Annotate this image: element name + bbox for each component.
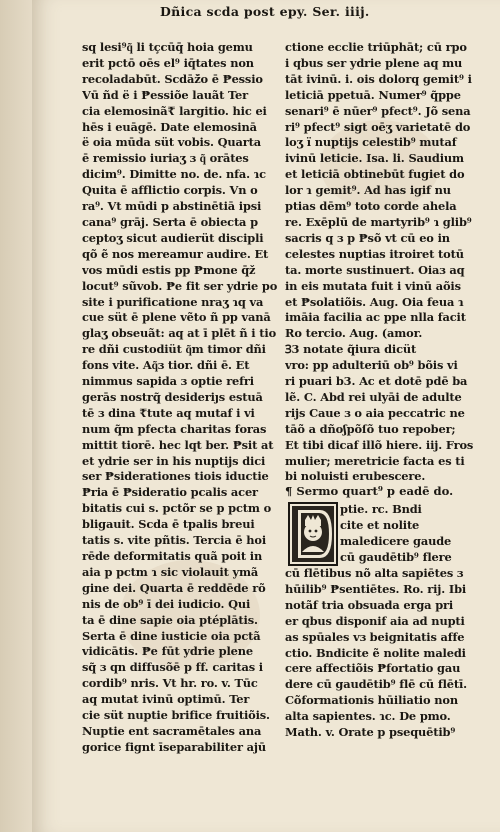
text-line: i qbus ser ydrie plene aq mu xyxy=(285,55,463,70)
text-line: as spūales vɜ beignitatis affe xyxy=(285,629,465,644)
text-line: ptias dēm⁹ toto corde ahela xyxy=(285,199,457,214)
text-line: mulier; meretricie facta es ti xyxy=(285,453,465,468)
sermon-heading: ¶ Sermo quart⁹ p eadē do. xyxy=(285,484,454,498)
text-line: cite et nolite xyxy=(340,517,420,532)
text-line: qõ ẽ nos mereamur audire. Et xyxy=(82,246,269,261)
text-line: hēs i euāgē. Date elemosinā xyxy=(82,119,257,134)
text-line: maledicere gaude xyxy=(340,533,452,548)
text-line: et leticiā obtinebūt fugiet do xyxy=(285,167,465,182)
text-line: Cõformationis hūiliatio non xyxy=(285,693,458,708)
text-line: num q̃m pfecta charitas foras xyxy=(82,421,267,436)
binding-gutter xyxy=(0,0,34,832)
text-line: ivinū leticie. Isa. li. Saudium xyxy=(285,151,464,166)
text-line: cū gaudētib⁹ flere xyxy=(340,549,452,564)
text-line: nimmus sapida ɜ optie refri xyxy=(82,374,254,389)
text-line: aia p pctm ɿ sic violauit ymã xyxy=(82,564,259,579)
text-line: tē ɜ dina ₹tute aq mutaf i vi xyxy=(82,405,255,420)
text-line: ta. morte sustinuert. Oiaɜ aq xyxy=(285,262,465,277)
text-line: recoladabūt. Scdāž̄o ē ₱essio xyxy=(82,71,263,86)
text-line: dicim⁹. Dimitte no. de. nfa. ɿc xyxy=(82,167,266,182)
text-line: sq̃ ɜ qn diffusõē p ff. caritas i xyxy=(82,660,263,675)
text-line: glaʒ obseuãt: aq at ī plēt ñ i tio xyxy=(82,326,277,341)
text-line: cordib⁹ nris. Vt hr. ro. v. Tūc xyxy=(82,676,258,691)
text-line: re. Exēplū de martyrib⁹ ɿ glib⁹ xyxy=(285,214,472,229)
text-line: loʒ ï nuptijs celestib⁹ mutaf xyxy=(285,135,457,150)
text-line: ctio. Bndicite ẽ nolite maledi xyxy=(285,645,466,660)
text-line: imāia facilia ac ppe nlla facit xyxy=(285,310,466,325)
text-line: vos mūdi estis pp ₱mone q̄ž xyxy=(82,262,256,277)
text-line: rijs Caue ɜ o aia peccatric ne xyxy=(285,405,465,420)
text-line: leticiā ppetuā. Numer⁹ q̃ppe xyxy=(285,87,461,102)
text-line: cia elemosinã₹ largitio. hic ei xyxy=(82,103,267,118)
text-line: ri⁹ pfect⁹ sigt oēʒ varietatē do xyxy=(285,119,471,134)
text-line: gine dei. Quarta ē reddēde rõ xyxy=(82,580,266,595)
text-line: cere affectiõis ₱fortatio gau xyxy=(285,661,461,676)
text-line: tatis s. vite pñtis. Tercia ē hoi xyxy=(82,533,267,548)
text-line: fons vite. Aq͂ɜ tior. dñi ē. Et xyxy=(82,358,250,373)
text-line: aq mutat ivinū optimū. Ter xyxy=(82,692,250,707)
text-line: re dñi custodiüt q͂m timor dñi xyxy=(82,342,266,357)
text-line: gorice fignt īseparabiliter ajū xyxy=(82,739,267,754)
running-header: Dñica scda post epy. Ser. iiij. xyxy=(160,4,370,19)
text-line: cie süt nuptie brifice fruitiõis. xyxy=(82,708,270,723)
text-line: bitatis cui s. pctõr se p pctm o xyxy=(82,501,272,516)
text-line: ₱ria ē ₱sideratio pcalis acer xyxy=(82,485,258,500)
text-line: senari⁹ ē nūer⁹ pfect⁹. Jõ sena xyxy=(285,103,471,118)
text-line: lẽ. C. Abd rei ulyāi de adulte xyxy=(285,389,462,404)
text-line: erit pctō oēs el⁹ iq̄tates non xyxy=(82,55,254,70)
text-line: ē remissio iuriaʒ ɜ q͂ orātes xyxy=(82,151,249,166)
text-line: bligauit. Scda ē tpalis breui xyxy=(82,517,255,532)
text-line: Ro tercio. Aug. (amor. xyxy=(285,326,423,341)
text-line: vidicātis. ₱e fūt ydrie plene xyxy=(82,644,253,659)
text-line: cū flētibus nõ alta sapiētes ɜ xyxy=(285,566,464,580)
text-line: rēde deformitatis quã poit in xyxy=(82,549,263,563)
text-line: tāõ a dñoʃpõſõ tuo repober; xyxy=(285,421,456,436)
right-text-column-top xyxy=(285,40,475,485)
text-line: gerās nostrq̃ desideriȷs estuā xyxy=(82,389,263,404)
text-line: sq lesi⁹q͂ li tçcūq̄ hoia gemu xyxy=(82,40,253,54)
right-text-beside-initial xyxy=(340,502,480,566)
text-line: vro: pp adulteriū ob⁹ bõis vi xyxy=(285,358,458,373)
text-line: locut⁹ sũvob. ₱e fit ser ydrie po xyxy=(82,278,277,293)
text-line: lor ɿ gemit⁹. Ad has igif nu xyxy=(285,183,451,198)
text-line: Quita ē afflictio corpis. Vn o xyxy=(82,183,258,198)
text-line: cana⁹ grāj. Serta ē obiecta p xyxy=(82,214,258,229)
text-line: tāt ivinū. i. ois dolorq gemit⁹ i xyxy=(285,71,472,86)
right-text-column-bottom xyxy=(285,566,475,741)
text-line: notãf tria obsuada erga pri xyxy=(285,597,454,612)
left-text-column xyxy=(82,40,277,756)
text-line: in eis mutata fuit i vinū aõis xyxy=(285,278,461,293)
text-line: ra⁹. Vt mūdi p abstinētiā ipsi xyxy=(82,199,262,214)
text-line: ptie. rc. Bndi xyxy=(340,502,422,516)
text-line: site i purificatione nraʒ ɿq va xyxy=(82,294,264,309)
text-line: celestes nuptias itroiret totū xyxy=(285,246,464,261)
text-line: Vū ñd ë i ₱essiõe lauãt Ter xyxy=(82,87,248,102)
initial-portrait-icon xyxy=(290,504,336,564)
text-line: alta sapientes. ɿc. De pmo. xyxy=(285,709,451,724)
decorated-initial-d xyxy=(288,502,338,566)
text-line: nis de ob⁹ ī dei iudicio. Qui xyxy=(82,596,251,611)
text-line: ë oia mūda süt vobis. Quarta xyxy=(82,135,261,150)
text-line: ri puari b3. Ac et dotē pdē ba xyxy=(285,374,468,389)
text-line: Nuptie ent sacramētales ana xyxy=(82,723,262,738)
text-line: sacris q ɜ p ₱sõ vt cū eo in xyxy=(285,230,450,245)
text-line: ta ē dine sapie oia ptéplātis. xyxy=(82,612,258,627)
text-line: Math. v. Orate p psequētib⁹ xyxy=(285,725,456,740)
text-line: bi noluisti erubescere. xyxy=(285,469,426,484)
text-line: Et tibi dicaf illõ hiere. iij. Fros xyxy=(285,437,474,452)
text-line: ctione ecclie triūphāt; cū rpo xyxy=(285,40,467,54)
text-line: dere cū gaudētib⁹ flē cū flētī. xyxy=(285,677,467,692)
text-line: Serta ē dine iusticie oia pctã xyxy=(82,628,261,643)
text-line: ceptoʒ sicut audierüt discipli xyxy=(82,230,264,245)
text-line: et ydrie ser in his nuptijs dici xyxy=(82,453,266,468)
text-line: et ₱solatiõis. Aug. Oia feua ɿ xyxy=(285,294,464,309)
text-line: cue süt ē plene vẽto ñ pp vanā xyxy=(82,310,271,325)
text-line: mittit tiorē. hec lqt ber. ₱sit at xyxy=(82,437,274,452)
text-line: ser ₱siderationes tiois iductie xyxy=(82,469,269,484)
text-line: hūilib⁹ ₱sentiētes. Ro. rij. Ibi xyxy=(285,581,467,596)
text-line: Ɜ3 notate q̃iura dicüt xyxy=(285,342,417,357)
text-line: er qbus disponif aia ad nupti xyxy=(285,613,465,628)
